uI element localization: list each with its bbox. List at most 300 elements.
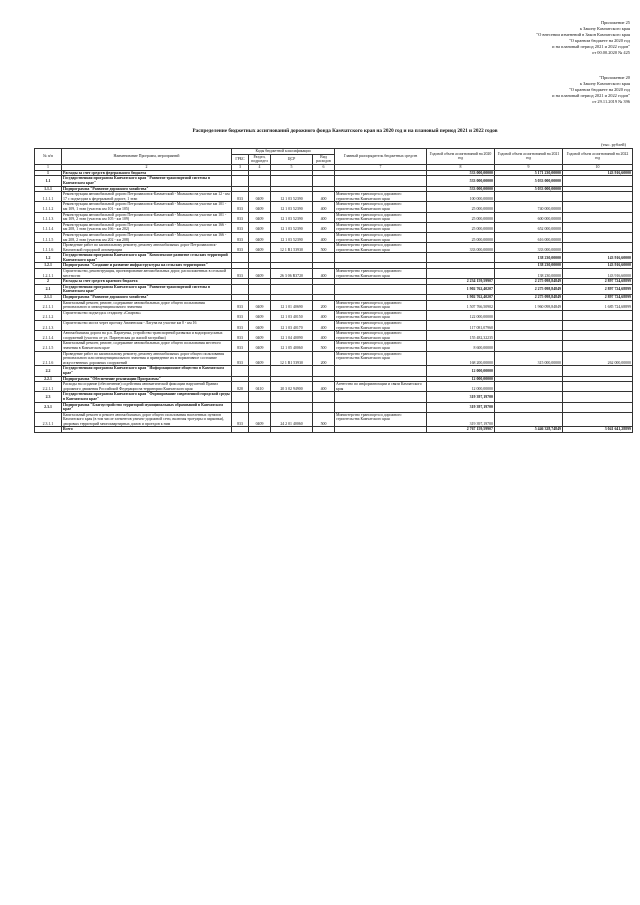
table-section-row xyxy=(35,402,633,412)
row-grbs: 833 xyxy=(232,202,249,212)
row-2020: 155 482,32235 xyxy=(427,331,495,341)
row-vr: 200 xyxy=(313,300,335,310)
row-name: Подпрограмма "Благоустройство территорий муниципальных образований в Камчатском крае" xyxy=(62,402,232,412)
column-index: 10 xyxy=(563,164,633,170)
row-2022 xyxy=(563,392,633,402)
row-csr xyxy=(271,392,313,402)
row-grbs: 833 xyxy=(232,269,249,279)
row-vr: 400 xyxy=(313,382,335,392)
row-grbs: 833 xyxy=(232,222,249,232)
table-section-row xyxy=(35,392,633,402)
col-num: № п/п xyxy=(35,149,62,165)
row-csr: 12 1 03 40170 xyxy=(271,321,313,331)
row-number: 1.1.1.3 xyxy=(35,212,62,222)
row-2020: 1 902 762,40207 xyxy=(427,295,495,301)
row-number: 2.1 xyxy=(35,284,62,294)
column-index: 4 xyxy=(249,164,271,170)
row-vr: 400 xyxy=(313,331,335,341)
row-csr: 24 2 01 40060 xyxy=(271,412,313,427)
row-number: 1.1.1.5 xyxy=(35,232,62,242)
row-name: Строительство, реконструкция, проектирование автомобильных дорог, расположенных в сельской местности xyxy=(62,269,232,279)
row-vr xyxy=(313,427,335,433)
row-2021 xyxy=(495,331,563,341)
row-2022: 2 897 724,68899 xyxy=(563,279,633,285)
col-vr: Вид расходов xyxy=(313,154,335,164)
row-grbs xyxy=(232,284,249,294)
row-csr: 12 1 R1 53930 xyxy=(271,351,313,366)
row-2021 xyxy=(495,366,563,376)
row-number: 1.1.1.2 xyxy=(35,202,62,212)
row-manager xyxy=(335,176,427,186)
row-razdel: 0409 xyxy=(249,232,271,242)
row-2022 xyxy=(563,202,633,212)
row-number: 2.1.1.2 xyxy=(35,310,62,320)
row-number: 2.2 xyxy=(35,366,62,376)
budget-table xyxy=(34,148,633,433)
row-vr xyxy=(313,392,335,402)
row-2020: 319 397,19700 xyxy=(427,402,495,412)
row-2021 xyxy=(495,382,563,392)
row-name: Автомобильная дорога на р.п. Паратунка, устройство транспортной развязки и водопропускных сооружений (участок от ул. Паратунская до жилой застройки) xyxy=(62,331,232,341)
row-2020: 25 000,00000 xyxy=(427,212,495,222)
table-row xyxy=(35,222,633,232)
row-grbs: 833 xyxy=(232,331,249,341)
row-2022: 2 897 724,68899 xyxy=(563,295,633,301)
row-2021 xyxy=(495,402,563,412)
row-2021 xyxy=(495,412,563,427)
col-grbs: ГРБС xyxy=(232,154,249,164)
row-name: Подпрограмма "Обеспечение реализации Программы" xyxy=(62,376,232,382)
table-row xyxy=(35,202,633,212)
row-razdel xyxy=(249,392,271,402)
row-vr: 400 xyxy=(313,192,335,202)
row-2020: 12 000,00000 xyxy=(427,376,495,382)
col-csr: ЦСР xyxy=(271,154,313,164)
table-row xyxy=(35,351,633,366)
row-manager: Министерство транспорта и дорожного строительства Камчатского края xyxy=(335,351,427,366)
row-number xyxy=(35,427,62,433)
row-2020: 533 000,00000 xyxy=(427,186,495,192)
row-grbs: 833 xyxy=(232,321,249,331)
row-2022 xyxy=(563,382,633,392)
row-name: Реконструкция автомобильной дороги Петропавловск-Камчатский - Мильково на участке км 101 - км 109, 2 этап (участок км 105 - км 109) xyxy=(62,212,232,222)
row-name: Реконструкция автомобильной дороги Петропавловск-Камчатский - Мильково на участке км 166 - км 208, 1 этап (участок км 166 - км 202) xyxy=(62,222,232,232)
row-2021: 2 275 098,84849 xyxy=(495,279,563,285)
row-razdel: 0409 xyxy=(249,351,271,366)
row-2022 xyxy=(563,232,633,242)
row-manager: Министерство транспорта и дорожного строительства Камчатского края xyxy=(335,192,427,202)
row-2022 xyxy=(563,310,633,320)
row-grbs xyxy=(232,402,249,412)
row-manager xyxy=(335,253,427,263)
row-number: 2.1.1.6 xyxy=(35,351,62,366)
row-vr xyxy=(313,366,335,376)
row-manager: Министерство транспорта и дорожного строительства Камчатского края xyxy=(335,212,427,222)
row-2020: 333 000,00000 xyxy=(427,243,495,253)
row-grbs xyxy=(232,366,249,376)
row-2021: 5 446 328,74849 xyxy=(495,427,563,433)
row-csr: 26 3 06 R3720 xyxy=(271,269,313,279)
column-index: 1 xyxy=(35,164,62,170)
row-csr: 12 1 03 52390 xyxy=(271,202,313,212)
appendix-header xyxy=(536,20,630,56)
col-2022: Годовой объем ассигнований на 2022 год xyxy=(563,149,633,165)
table-section-row xyxy=(35,366,633,376)
row-name: Расходы за счет средств краевого бюджета xyxy=(62,279,232,285)
row-2021: 652 000,00000 xyxy=(495,222,563,232)
row-number: 1.2.1 xyxy=(35,263,62,269)
row-2022 xyxy=(563,243,633,253)
row-vr: 400 xyxy=(313,232,335,242)
row-grbs: 833 xyxy=(232,341,249,351)
row-csr: 12 1 03 52390 xyxy=(271,232,313,242)
row-vr xyxy=(313,176,335,186)
row-name: Всего xyxy=(62,427,232,433)
row-vr: 500 xyxy=(313,341,335,351)
row-razdel xyxy=(249,366,271,376)
row-razdel: 0409 xyxy=(249,321,271,331)
row-number: 1.1.1 xyxy=(35,186,62,192)
row-razdel xyxy=(249,402,271,412)
appendix-line: к Закону Камчатского края xyxy=(579,81,630,86)
row-manager: Министерство транспорта и дорожного строительства Камчатского края xyxy=(335,269,427,279)
row-number: 2.1.1.5 xyxy=(35,341,62,351)
row-2020: 168 200,00000 xyxy=(427,351,495,366)
row-manager xyxy=(335,402,427,412)
row-number: 1.2.1.1 xyxy=(35,269,62,279)
row-2021: 5 171 230,00000 xyxy=(495,170,563,176)
row-2020: 25 000,00000 xyxy=(427,222,495,232)
row-razdel: 0409 xyxy=(249,310,271,320)
row-razdel: 0409 xyxy=(249,222,271,232)
row-2021 xyxy=(495,192,563,202)
row-2020: 12 000,00000 xyxy=(427,366,495,376)
row-2020: 122 000,00000 xyxy=(427,310,495,320)
column-index: 6 xyxy=(313,164,335,170)
row-manager: Министерство транспорта и дорожного строительства Камчатского края xyxy=(335,331,427,341)
column-index: 7 xyxy=(335,164,427,170)
row-number: 2.3.1.1 xyxy=(35,412,62,427)
row-2021: 5 033 000,00000 xyxy=(495,176,563,186)
row-csr: 12 1 01 40690 xyxy=(271,300,313,310)
row-2021: 315 000,00000 xyxy=(495,351,563,366)
row-2021 xyxy=(495,392,563,402)
row-2021: 2 275 098,84849 xyxy=(495,284,563,294)
row-csr: 12 1 05 40060 xyxy=(271,341,313,351)
row-name: Расходы за счет средств федерального бюджета xyxy=(62,170,232,176)
row-2022: 262 000,00000 xyxy=(563,351,633,366)
row-2022 xyxy=(563,176,633,186)
row-2020: 319 397,19700 xyxy=(427,412,495,427)
row-razdel: 0409 xyxy=(249,243,271,253)
row-razdel: 0409 xyxy=(249,300,271,310)
row-number: 2.1.1 xyxy=(35,295,62,301)
row-csr xyxy=(271,253,313,263)
row-manager: Министерство транспорта и дорожного строительства Камчатского края xyxy=(335,222,427,232)
row-2021: 740 000,00000 xyxy=(495,202,563,212)
appendix-line: "О краевом бюджете на 2020 год xyxy=(568,87,630,92)
row-manager: Агентство по информатизации и связи Камчатского края xyxy=(335,382,427,392)
table-row xyxy=(35,382,633,392)
table-section-row xyxy=(35,176,633,186)
row-2020: 12 000,00000 xyxy=(427,382,495,392)
row-name: Государственная программа Камчатского края "Комплексное развитие сельских территорий Камчатского края" xyxy=(62,253,232,263)
row-name: Подпрограмма "Развитие дорожного хозяйства" xyxy=(62,295,232,301)
row-razdel: 0409 xyxy=(249,212,271,222)
row-grbs: 833 xyxy=(232,310,249,320)
col-manager: Главный распорядитель бюджетных средств xyxy=(335,149,427,165)
row-2021: 138 230,00000 xyxy=(495,253,563,263)
row-grbs xyxy=(232,427,249,433)
row-2020: 100 000,00000 xyxy=(427,192,495,202)
row-manager: Министерство транспорта и дорожного строительства Камчатского края xyxy=(335,341,427,351)
row-grbs: 833 xyxy=(232,300,249,310)
row-name: Государственная программа Камчатского края "Развитие транспортной системы в Камчатском крае" xyxy=(62,284,232,294)
row-razdel xyxy=(249,176,271,186)
row-name: Строительство подъезда к стадиону «Спартак» xyxy=(62,310,232,320)
row-2021 xyxy=(495,310,563,320)
appendix-line: "О краевом бюджете на 2020 год xyxy=(568,38,630,43)
row-name: Реконструкция автомобильной дороги Петропавловск-Камчатский - Мильково на участке км 166 - км 208, 2 этап (участок км 202 - км 208) xyxy=(62,232,232,242)
row-number: 1.1.1.1 xyxy=(35,192,62,202)
row-name: Проведение работ по капитальному ремонту, ремонту автомобильных дорог общего пользования регионального или межмуниципального значения и приведение их в нормативное состояние искусственных дорожных сооружений xyxy=(62,351,232,366)
appendix-line: Приложение 25 xyxy=(600,20,630,25)
row-razdel: 0409 xyxy=(249,341,271,351)
row-2022: 143 916,60000 xyxy=(563,269,633,279)
row-2021: 138 230,00000 xyxy=(495,263,563,269)
row-grbs: 833 xyxy=(232,351,249,366)
row-2020 xyxy=(427,253,495,263)
row-name: Реконструкция автомобильной дороги Петропавловск-Камчатский - Мильково на участке км 101 - км 109, 1 этап (участок км 101 - км 105) xyxy=(62,202,232,212)
row-2022 xyxy=(563,366,633,376)
row-csr: 12 1 03 52390 xyxy=(271,222,313,232)
row-2020: 2 767 159,59907 xyxy=(427,427,495,433)
column-index: 3 xyxy=(232,164,249,170)
row-csr xyxy=(271,176,313,186)
row-csr xyxy=(271,284,313,294)
row-csr: 12 1 04 40090 xyxy=(271,331,313,341)
row-number: 2.1.1.3 xyxy=(35,321,62,331)
row-number: 1 xyxy=(35,170,62,176)
row-2021 xyxy=(495,321,563,331)
appendix-line: и на плановый период 2021 и 2022 годов" xyxy=(552,44,630,49)
row-vr xyxy=(313,402,335,412)
row-grbs: 833 xyxy=(232,212,249,222)
table-row xyxy=(35,192,633,202)
row-2022: 143 916,60000 xyxy=(563,253,633,263)
row-razdel: 0409 xyxy=(249,412,271,427)
appendix-line: "О внесении изменений в Закон Камчатского края xyxy=(536,32,630,37)
row-2022 xyxy=(563,412,633,427)
units-label: (тыс. рублей) xyxy=(601,142,626,147)
col-codes-group: Коды бюджетной классификации xyxy=(232,149,335,155)
row-2022 xyxy=(563,222,633,232)
col-name: Наименование Программ, мероприятий xyxy=(62,149,232,165)
row-vr: 400 xyxy=(313,202,335,212)
row-2020: 533 000,00000 xyxy=(427,170,495,176)
table-row xyxy=(35,269,633,279)
table-row xyxy=(35,310,633,320)
row-number: 2.3.1 xyxy=(35,402,62,412)
row-number: 1.2 xyxy=(35,253,62,263)
row-number: 2.1.1.1 xyxy=(35,300,62,310)
row-name: Государственная программа Камчатского края "Развитие транспортной системы в Камчатском крае" xyxy=(62,176,232,186)
row-csr xyxy=(271,402,313,412)
row-2022: 143 916,60000 xyxy=(563,170,633,176)
col-razdel: Раздел, подраздел xyxy=(249,154,271,164)
row-number: 1.1.1.4 xyxy=(35,222,62,232)
row-name: Капитальный ремонт, ремонт, содержание автомобильных дорог общего пользования регионального и межмуниципального значения xyxy=(62,300,232,310)
document-title: Распределение бюджетных ассигнований дорожного фонда Камчатского края на 2020 год и на плановый период 2021 и 2022 годов xyxy=(192,128,498,134)
row-2021: 333 000,00000 xyxy=(495,243,563,253)
row-2021: 616 000,00000 xyxy=(495,232,563,242)
row-vr: 500 xyxy=(313,412,335,427)
row-razdel: 0409 xyxy=(249,269,271,279)
row-csr: 20 3 02 94900 xyxy=(271,382,313,392)
row-2022: 1 685 724,68899 xyxy=(563,300,633,310)
row-manager xyxy=(335,366,427,376)
table-section-row xyxy=(35,427,633,433)
row-name: Капитальный ремонт и ремонт автомобильных дорог общего пользования населенных пунктов Камчатского края (в том числе элементов улично-дорожной сети, включая тротуары и парковки), дворовых территорий многоквартирных домов и проездов к ним xyxy=(62,412,232,427)
row-csr: 12 1 03 40150 xyxy=(271,310,313,320)
table-body xyxy=(35,170,633,432)
row-2022 xyxy=(563,212,633,222)
row-2020: 25 000,00000 xyxy=(427,202,495,212)
row-2020: 319 397,19700 xyxy=(427,392,495,402)
row-manager: Министерство транспорта и дорожного строительства Камчатского края xyxy=(335,310,427,320)
row-2022 xyxy=(563,192,633,202)
row-grbs: 833 xyxy=(232,192,249,202)
row-vr: 400 xyxy=(313,321,335,331)
row-vr: 400 xyxy=(313,222,335,232)
row-number: 2 xyxy=(35,279,62,285)
row-2020 xyxy=(427,269,495,279)
row-name: Подпрограмма "Развитие дорожного хозяйства" xyxy=(62,186,232,192)
row-grbs xyxy=(232,392,249,402)
row-vr: 500 xyxy=(313,243,335,253)
row-grbs xyxy=(232,176,249,186)
row-razdel: 0410 xyxy=(249,382,271,392)
table-section-row xyxy=(35,253,633,263)
row-2022: 2 897 724,68899 xyxy=(563,284,633,294)
appendix-header-original xyxy=(552,75,630,105)
appendix-line: и на плановый период 2021 и 2022 годов" xyxy=(552,93,630,98)
row-csr: 12 1 03 52390 xyxy=(271,192,313,202)
row-vr xyxy=(313,284,335,294)
row-2020: 1 902 762,40207 xyxy=(427,284,495,294)
row-razdel: 0409 xyxy=(249,192,271,202)
row-csr xyxy=(271,427,313,433)
appendix-line: от 00.00.2020 № 425 xyxy=(592,50,630,55)
row-name: Реконструкция автомобильной дороги Петропавловск-Камчатский - Мильково на участке км 12 - км 17 с подъездом к федеральной дороге, 1 этап xyxy=(63,192,230,201)
row-name: Государственная программа Камчатского края "Формирование современной городской среды в Камчатском крае" xyxy=(63,392,230,401)
row-grbs xyxy=(232,253,249,263)
row-grbs: 820 xyxy=(232,382,249,392)
row-name: Расходы на создание (обеспечение) содействия автоматической фиксации нарушений Правил дорожного движения Российской Федерации на территории Камчатского края xyxy=(62,382,232,392)
row-csr xyxy=(271,366,313,376)
column-index: 5 xyxy=(271,164,313,170)
row-2022 xyxy=(563,331,633,341)
row-number: 2.3 xyxy=(35,392,62,402)
appendix-line: "Приложение 20 xyxy=(599,75,630,80)
row-manager xyxy=(335,284,427,294)
row-2021: 2 275 098,84849 xyxy=(495,295,563,301)
table-row xyxy=(35,331,633,341)
row-2021: 1 960 098,84849 xyxy=(495,300,563,310)
table-row xyxy=(35,321,633,331)
row-number: 2.2.1 xyxy=(35,376,62,382)
table-section-row xyxy=(35,284,633,294)
row-2021: 5 033 000,00000 xyxy=(495,186,563,192)
table-row xyxy=(35,300,633,310)
row-name: Капитальный ремонт, ремонт, содержание автомобильных дорог общего пользования местного значения в Камчатском крае xyxy=(62,341,232,351)
row-vr: 400 xyxy=(313,212,335,222)
table-row xyxy=(35,243,633,253)
row-2022 xyxy=(563,321,633,331)
row-razdel xyxy=(249,427,271,433)
row-razdel xyxy=(249,253,271,263)
row-csr: 12 1 03 52390 xyxy=(271,212,313,222)
row-2020: 1 507 766,50902 xyxy=(427,300,495,310)
row-2022 xyxy=(563,402,633,412)
row-manager: Министерство транспорта и дорожного строительства Камчатского края xyxy=(335,300,427,310)
column-index: 8 xyxy=(427,164,495,170)
row-razdel xyxy=(249,284,271,294)
row-manager: Министерство транспорта и дорожного строительства Камчатского края xyxy=(335,232,427,242)
row-2022 xyxy=(563,341,633,351)
row-2020: 533 000,00000 xyxy=(427,176,495,186)
row-csr: 12 1 R1 53930 xyxy=(271,243,313,253)
row-name: Подпрограмма "Создание и развитие инфраструктуры на сельских территориях" xyxy=(62,263,232,269)
row-vr xyxy=(313,253,335,263)
row-2020: 8 600,00000 xyxy=(427,341,495,351)
table-row xyxy=(35,412,633,427)
row-2020: 25 000,00000 xyxy=(427,232,495,242)
row-number: 1.1 xyxy=(35,176,62,186)
row-number: 2.1.1.4 xyxy=(35,331,62,341)
row-manager: Министерство транспорта и дорожного строительства Камчатского края xyxy=(335,202,427,212)
table-row xyxy=(35,341,633,351)
row-vr: 400 xyxy=(313,269,335,279)
row-razdel: 0409 xyxy=(249,331,271,341)
row-name: Государственная программа Камчатского края "Информационное общество в Камчатском крае" xyxy=(62,366,232,376)
row-name: Строительство моста через протоку Аваченская - Лагуна на участке км 0 - км 16 xyxy=(62,321,232,331)
row-2020: 117 081,07960 xyxy=(427,321,495,331)
row-manager: Министерство транспорта и дорожного строительства Камчатского края xyxy=(335,321,427,331)
row-grbs: 833 xyxy=(232,232,249,242)
row-2021 xyxy=(495,341,563,351)
row-2020: 2 234 159,59907 xyxy=(427,279,495,285)
row-grbs: 833 xyxy=(232,412,249,427)
row-manager xyxy=(335,427,427,433)
row-razdel: 0409 xyxy=(249,202,271,212)
appendix-line: к Закону Камчатского края xyxy=(579,26,630,31)
col-2021: Годовой объем ассигнований на 2021 год xyxy=(495,149,563,165)
row-number: 2.2.1.1 xyxy=(35,382,62,392)
row-2021: 138 230,00000 xyxy=(495,269,563,279)
table-row xyxy=(35,232,633,242)
row-vr: 200 xyxy=(313,351,335,366)
row-name: Проведение работ по капитальному ремонту, ремонту автомобильных дорог Петропавловск-Камчатской городской агломерации xyxy=(62,243,232,253)
row-2022: 143 916,60000 xyxy=(563,263,633,269)
row-number: 1.1.1.6 xyxy=(35,243,62,253)
row-manager: Министерство транспорта и дорожного строительства Камчатского края xyxy=(335,412,427,427)
table-row xyxy=(35,212,633,222)
column-index: 9 xyxy=(495,164,563,170)
row-vr: 400 xyxy=(313,310,335,320)
col-2020: Годовой объем ассигнований на 2020 год xyxy=(427,149,495,165)
row-manager: Министерство транспорта и дорожного строительства Камчатского края xyxy=(335,243,427,253)
